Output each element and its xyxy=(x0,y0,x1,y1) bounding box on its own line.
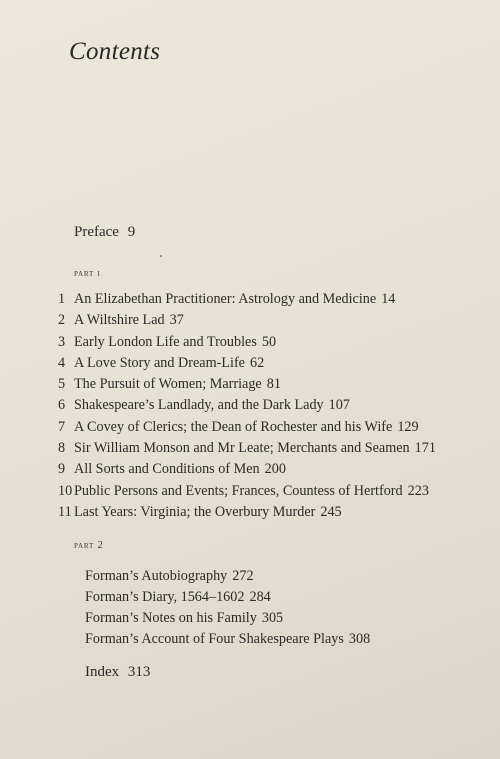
page-title: Contents xyxy=(69,38,161,65)
chapter-page: 107 xyxy=(328,397,350,414)
entry-page: 272 xyxy=(232,568,254,584)
chapter-page: 37 xyxy=(169,312,184,329)
entry-title: Forman’s Account of Four Shakespeare Plays xyxy=(85,631,344,647)
chapter-number: 3 xyxy=(58,333,66,350)
entry-title: Forman’s Autobiography xyxy=(85,568,228,584)
toc-entry xyxy=(58,332,436,353)
toc-entry xyxy=(58,438,436,459)
chapter-page: 129 xyxy=(397,418,419,435)
chapter-title: A Love Story and Dream-Life xyxy=(74,354,245,371)
chapter-page: 14 xyxy=(381,291,396,307)
chapter-page: 81 xyxy=(266,376,281,393)
toc-entry xyxy=(58,310,436,331)
entry-page: 284 xyxy=(249,589,271,605)
paper-speck xyxy=(160,255,162,257)
toc-entry xyxy=(85,566,370,587)
chapter-number: 10 xyxy=(58,482,73,499)
chapter-page: 62 xyxy=(249,354,265,371)
entry-page: 308 xyxy=(348,631,371,647)
index-page: 313 xyxy=(127,664,151,680)
chapter-title: An Elizabethan Practitioner: Astrology and Medicine xyxy=(74,291,377,307)
preface-entry xyxy=(74,224,135,241)
chapter-number: 1 xyxy=(58,291,66,307)
toc-entry xyxy=(85,608,370,629)
toc-entry xyxy=(58,417,436,438)
index-entry xyxy=(85,664,150,681)
chapter-number: 6 xyxy=(58,397,66,414)
index-label: Index xyxy=(85,664,120,680)
toc-entry xyxy=(58,374,436,395)
toc-entry xyxy=(58,395,436,416)
part-1-heading: part i xyxy=(74,268,101,279)
chapter-page: 50 xyxy=(261,333,277,350)
toc-entry xyxy=(85,587,370,608)
chapter-number: 9 xyxy=(58,461,66,478)
chapter-title: Early London Life and Troubles xyxy=(74,333,257,350)
entry-title: Forman’s Notes on his Family xyxy=(85,610,257,626)
chapter-title: A Wiltshire Lad xyxy=(74,312,165,329)
chapter-number: 5 xyxy=(58,376,66,393)
chapter-page: 200 xyxy=(264,461,286,478)
chapter-title: Public Persons and Events; Frances, Countess of Hertford xyxy=(74,482,403,499)
chapter-number: 2 xyxy=(58,312,66,329)
chapter-number: 11 xyxy=(58,503,72,520)
part-1-chapter-list xyxy=(58,289,436,523)
chapter-page: 223 xyxy=(407,482,429,499)
toc-entry xyxy=(58,459,436,480)
chapter-page: 171 xyxy=(414,440,436,457)
chapter-title: Sir William Monson and Mr Leate; Merchants and Seamen xyxy=(74,440,410,457)
toc-entry xyxy=(58,481,436,502)
chapter-title: Last Years: Virginia; the Overbury Murder xyxy=(74,503,316,520)
toc-entry xyxy=(58,353,436,374)
entry-page: 305 xyxy=(261,610,284,626)
chapter-title: A Covey of Clerics; the Dean of Rochester and his Wife xyxy=(74,418,393,435)
chapter-title: All Sorts and Conditions of Men xyxy=(74,461,260,478)
chapter-number: 7 xyxy=(58,418,66,435)
preface-page: 9 xyxy=(127,224,136,240)
toc-entry xyxy=(58,502,436,523)
toc-entry xyxy=(58,289,436,310)
chapter-number: 8 xyxy=(58,440,66,457)
toc-entry xyxy=(85,629,370,650)
chapter-title: Shakespeare’s Landlady, and the Dark Lady xyxy=(74,397,324,414)
chapter-title: The Pursuit of Women; Marriage xyxy=(74,376,262,393)
preface-label: Preface xyxy=(74,224,119,240)
part-2-heading: part 2 xyxy=(74,540,104,551)
chapter-number: 4 xyxy=(58,354,66,371)
chapter-page: 245 xyxy=(320,503,342,520)
entry-title: Forman’s Diary, 1564–1602 xyxy=(85,589,245,605)
part-2-entry-list xyxy=(85,566,370,650)
